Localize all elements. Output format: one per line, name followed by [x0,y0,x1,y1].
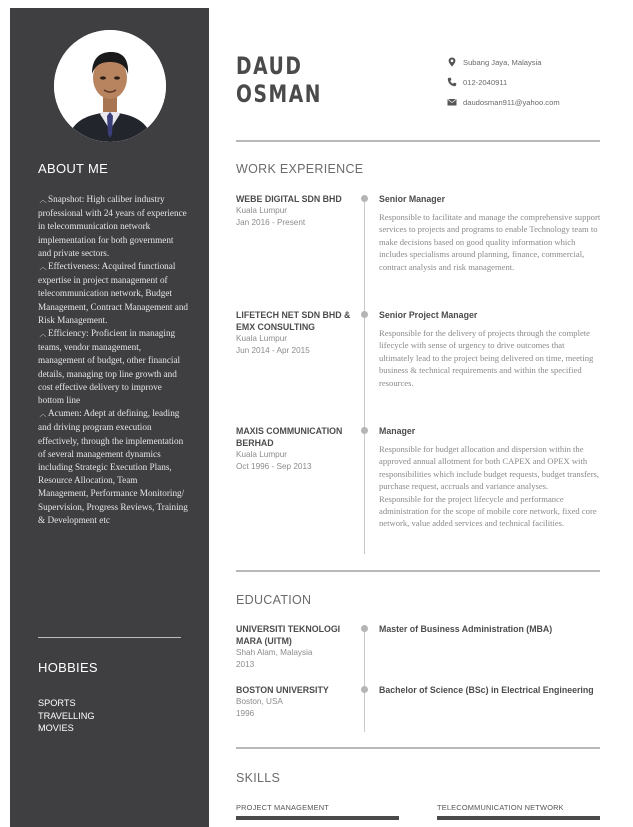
timeline-dot [361,686,368,693]
company-location: Kuala Lumpur [236,450,287,459]
name-heading [236,52,322,108]
job-description: Responsible for the project lifecycle and performance administration for the scope of mobile core network, fixed core network, value added services and technical facilities. [379,493,597,529]
hobbies-heading: HOBBIES [38,660,98,675]
caret-up-icon: ︿ [39,330,47,339]
work-org [236,309,356,357]
job-dates: Jun 2014 - Apr 2015 [236,346,310,355]
job-title: Senior Project Manager [379,310,478,320]
education-heading: EDUCATION [236,593,312,607]
profile-photo [54,30,166,142]
school-name: UNIVERSITI TEKNOLOGI MARA (UITM) [236,624,341,646]
company-location: Kuala Lumpur [236,334,287,343]
person-photo-icon [54,30,166,142]
about-heading: ABOUT ME [38,161,109,176]
hobby-item: TRAVELLING [38,710,95,721]
contact-phone: 012-2040911 [447,77,507,87]
about-item: ︿ Efficiency: Proficient in managing teams, vendor management, management of budget, other financial details, managing top line growth and cost effective delivery to improve bottom line [38,328,181,406]
skill-item [437,803,600,820]
contact-location: Subang Jaya, Malaysia [447,57,542,67]
last-name: OSMAN [236,80,322,108]
job-dates: Oct 1996 - Sep 2013 [236,462,312,471]
hobby-item: SPORTS [38,698,76,708]
section-divider [236,747,600,749]
sidebar [10,8,209,827]
hobby-list [38,697,95,735]
section-divider [236,570,600,572]
company-name: LIFETECH NET SDN BHD & EMX CONSULTING [236,310,351,332]
company-location: Kuala Lumpur [236,206,287,215]
timeline-dot [361,625,368,632]
work-role [379,425,601,530]
timeline-dot [361,311,368,318]
phone-icon [447,77,457,87]
skill-bar [437,816,600,820]
school-location: Boston, USA [236,697,283,706]
work-experience-heading: WORK EXPERIENCE [236,162,364,176]
education-degree [379,623,601,641]
work-org [236,425,356,473]
section-divider [236,140,600,142]
work-timeline [364,198,365,554]
job-dates: Jan 2016 - Present [236,218,306,227]
work-role [379,309,601,389]
first-name: DAUD [236,52,303,80]
skill-item [236,803,399,820]
map-pin-icon [447,57,457,67]
education-timeline [364,626,365,732]
timeline-dot [361,195,368,202]
degree-title: Master of Business Administration (MBA) [379,624,553,634]
graduation-year: 1996 [236,709,255,718]
job-description: Responsible for budget allocation and dispersion within the approved annual allotment for both CAPEX and OPEX with responsibilities which include budget requests, budget transfers, purchase request, accruals and variance analyses. [379,444,600,492]
work-org [236,193,356,229]
school-location: Shah Alam, Malaysia [236,648,313,657]
caret-up-icon: ︿ [39,263,47,272]
about-item: ︿ Snapshot: High caliber industry professional with 24 years of experience in telecommunication network implementation for both government and private sectors. [38,194,187,258]
graduation-year: 2013 [236,660,255,669]
caret-up-icon: ︿ [39,196,47,204]
job-description: Responsible for the delivery of projects through the complete lifecycle with sense of urgency to drive outcomes that ultimately lead to the project being delivered on time, meeting business & technical requirements and within the specified resources. [379,328,594,388]
about-item: ︿ Effectiveness: Acquired functional expertise in project management of telecommunication network, Budget Management, Contract Management and Risk Management. [38,261,189,325]
job-description: Responsible to facilitate and manage the comprehensive support services to projects and programs to enable Technology team to make decisions based on good quality information which includes specialisms around planning, finance, commercial, contract analysis and risk management. [379,212,601,272]
timeline-dot [361,427,368,434]
sidebar-divider [38,637,181,638]
contact-email: daudosman911@yahoo.com [447,97,560,107]
job-title: Senior Manager [379,194,445,204]
skill-name: TELECOMMUNICATION NETWORK [437,803,564,812]
company-name: WEBE DIGITAL SDN BHD [236,194,342,204]
job-title: Manager [379,426,416,436]
skill-bar [236,816,399,820]
school-name: BOSTON UNIVERSITY [236,685,329,695]
skill-name: PROJECT MANAGEMENT [236,803,329,812]
education-degree [379,684,601,702]
about-item: ︿ Acumen: Adept at defining, leading and driving program execution effectively, through the implementation of several management dynamics including Strategic Execution Plans, Resource Allocation, Team Management, Performance Monitoring/ Supervision, Progress Reviews, Training & Development etc [38,408,188,525]
degree-title: Bachelor of Science (BSc) in Electrical Engineering [379,685,594,695]
education-org [236,684,356,720]
hobby-item: MOVIES [38,723,74,733]
envelope-icon [447,97,457,107]
about-text [38,193,188,527]
skills-heading: SKILLS [236,771,281,785]
work-role [379,193,601,273]
education-org [236,623,356,671]
caret-up-icon: ︿ [39,410,47,419]
company-name: MAXIS COMMUNICATION BERHAD [236,426,343,448]
